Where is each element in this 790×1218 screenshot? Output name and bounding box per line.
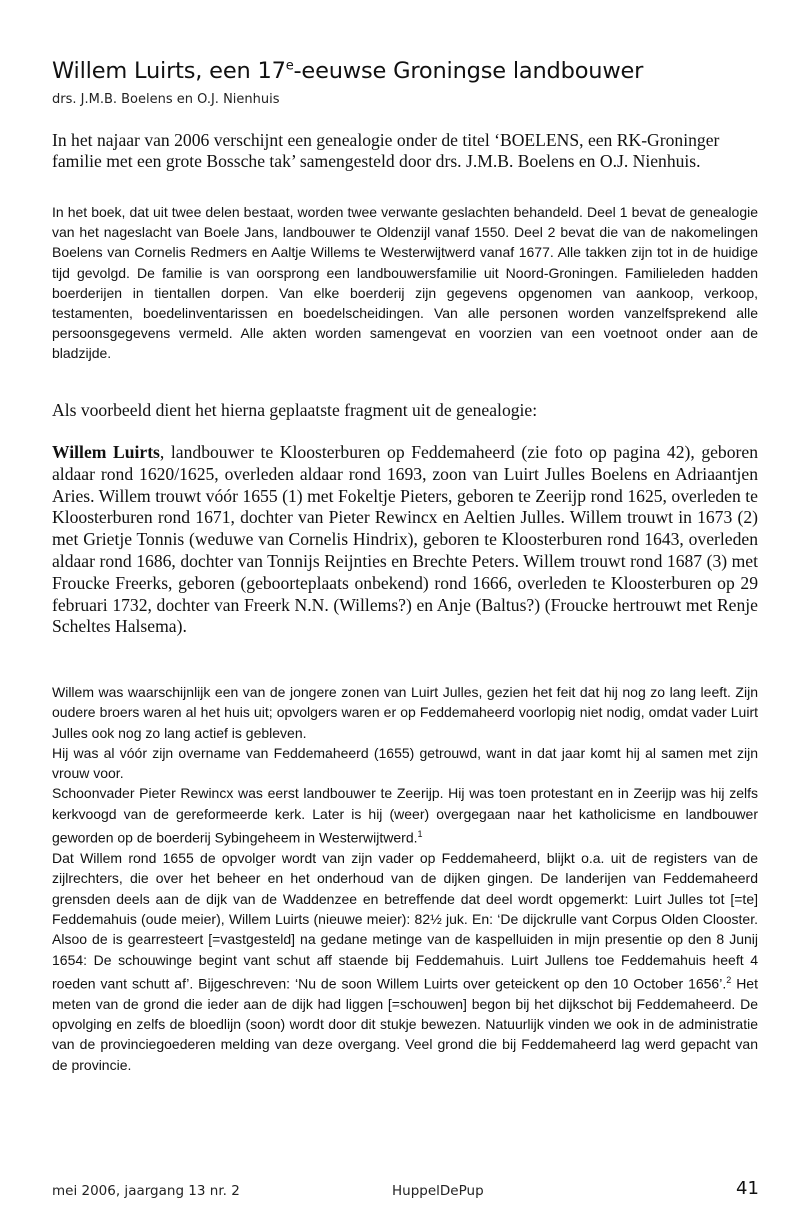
body-paragraph-text: Schoonvader Pieter Rewincx was eerst landbouwer te Zeerijp. Hij was toen protestant en in Zeerijp was hij zelfs kerkvoogd van de gereformeerde kerk. Later is hij (weer) overgegaan naar het katholicisme en landbouwer geworden op de boerderij Sybingeheem in Westerwijtwerd. — [52, 785, 758, 846]
example-lead-paragraph: Als voorbeeld dient het hierna geplaatste fragment uit de genealogie: — [52, 400, 538, 420]
body-paragraph: Hij was al vóór zijn overname van Feddemaheerd (1655) getrouwd, want in dat jaar komt hij al samen met zijn vrouw voor. — [52, 744, 758, 782]
book-description-paragraph: In het boek, dat uit twee delen bestaat, worden twee verwante geslachten behandeld. Deel 1 bevat de genealogie van het nageslacht van Boele Jans, landbouwer te Oldenzijl vanaf 1550. Deel 2 bevat die van de nakomelingen Boelens van Cornelis Redmers en Aaltje Willems te Westerwijtwerd vanaf 1677. Alle takken zijn tot in de huidige tijd gevolgd. De familie is van oorsprong een landbouwersfamilie uit Noord-Groningen. Familieleden hadden boerderijen in tientallen dorpen. Van elke boerderij zijn gegevens opgenomen van aankoop, verkoop, testamenten, boedelinventarissen en boedelscheidingen. Van alle personen worden vanzelfsprekend alle persoonsgegevens vermeld. Alle akten worden samengevat en voorzien van een voetnoot onder aan de bladzijde. — [52, 204, 758, 362]
body-paragraph-text: Dat Willem rond 1655 de opvolger wordt van zijn vader op Feddemaheerd, blijkt o.a. uit de registers van de zijlrechters, die over het beheer en het onderhoud van de dijken gingen. De landerijen van Feddemaheerd grensden deels aan de dijk van de Waddenzee en betreffende dat deel wordt opgemerkt: Luirt Julles tot [=te] Feddemahuis (oude meier), Willem Luirts (nieuwe meier): 82½ juk. En: ‘De dijckrulle vant Corpus Olden Clooster. Alsoo de is gearresteert [=vastgesteld] na gedane metinge van de kaspelluiden in mijn presentie op den 8 Junij 1654: De schouwinge begint vant schut aff staende bij Feddemahuis. Luirt Jullens toe Feddemahuis heeft 4 roeden vant schutt af’. Bijgeschreven: ‘Nu de soon Willem Luirts over geteickent op den 10 October 1656’. — [52, 850, 758, 992]
footer-page-number: 41 — [736, 1178, 759, 1199]
body-paragraph — [52, 848, 758, 1075]
genealogy-person-name: Willem Luirts — [52, 442, 160, 462]
intro-paragraph: In het najaar van 2006 verschijnt een genealogie onder de titel ‘BOELENS, een RK-Groninger familie met een grote Bossche tak’ samengesteld door drs. J.M.B. Boelens en O.J. Nienhuis. — [52, 130, 720, 171]
title-rest: -eeuwse Groningse landbouwer — [293, 58, 644, 84]
footnote-marker: 1 — [417, 829, 423, 840]
genealogy-entry-text: , landbouwer te Kloosterburen op Feddemaheerd (zie foto op pagina 42), geboren aldaar rond 1620/1625, overleden aldaar rond 1693, zoon van Luirt Julles Boelens en Adriaantjen Aries. Willem trouwt vóór 1655 (1) met Fokeltje Pieters, geboren te Zeerijp rond 1625, overleden te Kloosterburen rond 1671, dochter van Pieter Rewincx en Aeltien Julles. Willem trouwt in 1673 (2) met Grietje Tonnis (weduwe van Cornelis Hindrix), geboren te Kloosterburen rond 1643, overleden aldaar rond 1686, dochter van Tonnijs Reijnties en Brechte Peters. Willem trouwt rond 1687 (3) met Froucke Freerks, geboren (geboorteplaats onbekend) rond 1666, overleden te Kloosterburen op 29 februari 1732, dochter van Freerk N.N. (Willems?) en Anje (Baltus?) (Froucke hertrouwt met Renje Scheltes Halsema). — [52, 442, 758, 637]
body-paragraph: Willem was waarschijnlijk een van de jongere zonen van Luirt Julles, gezien het feit dat hij nog zo lang leeft. Zijn oudere broers waren al het huis uit; opvolgers waren er op Feddemaheerd voorlopig niet nodig, omdat vader Luirt Julles ook nog zo lang actief is gebleven. — [52, 684, 758, 741]
title-main: Willem Luirts, een 17 — [52, 58, 286, 84]
article-body — [52, 682, 758, 1075]
footer-issue: mei 2006, jaargang 13 nr. 2 — [52, 1183, 240, 1199]
body-paragraph-text: Het meten van de grond die ieder aan de dijk had liggen [=schouwen] begon bij het dijkschot bij Feddemaheerd. De opvolging en zelfs de bloedlijn (soon) wordt door dit stukje bewezen. Natuurlijk vinden we ook in de administratie van de provinciegoederen melding van deze overgang. Veel grond die bij Feddemaheerd lag werd gepacht van de provincie. — [52, 975, 758, 1073]
title-superscript: e — [285, 58, 294, 74]
genealogy-entry — [52, 442, 758, 638]
article-authors: drs. J.M.B. Boelens en O.J. Nienhuis — [52, 92, 280, 107]
footnote-marker: 2 — [726, 974, 732, 985]
body-paragraph — [52, 783, 758, 848]
footer-magazine-name: HuppelDePup — [392, 1183, 484, 1199]
article-title — [52, 58, 752, 84]
